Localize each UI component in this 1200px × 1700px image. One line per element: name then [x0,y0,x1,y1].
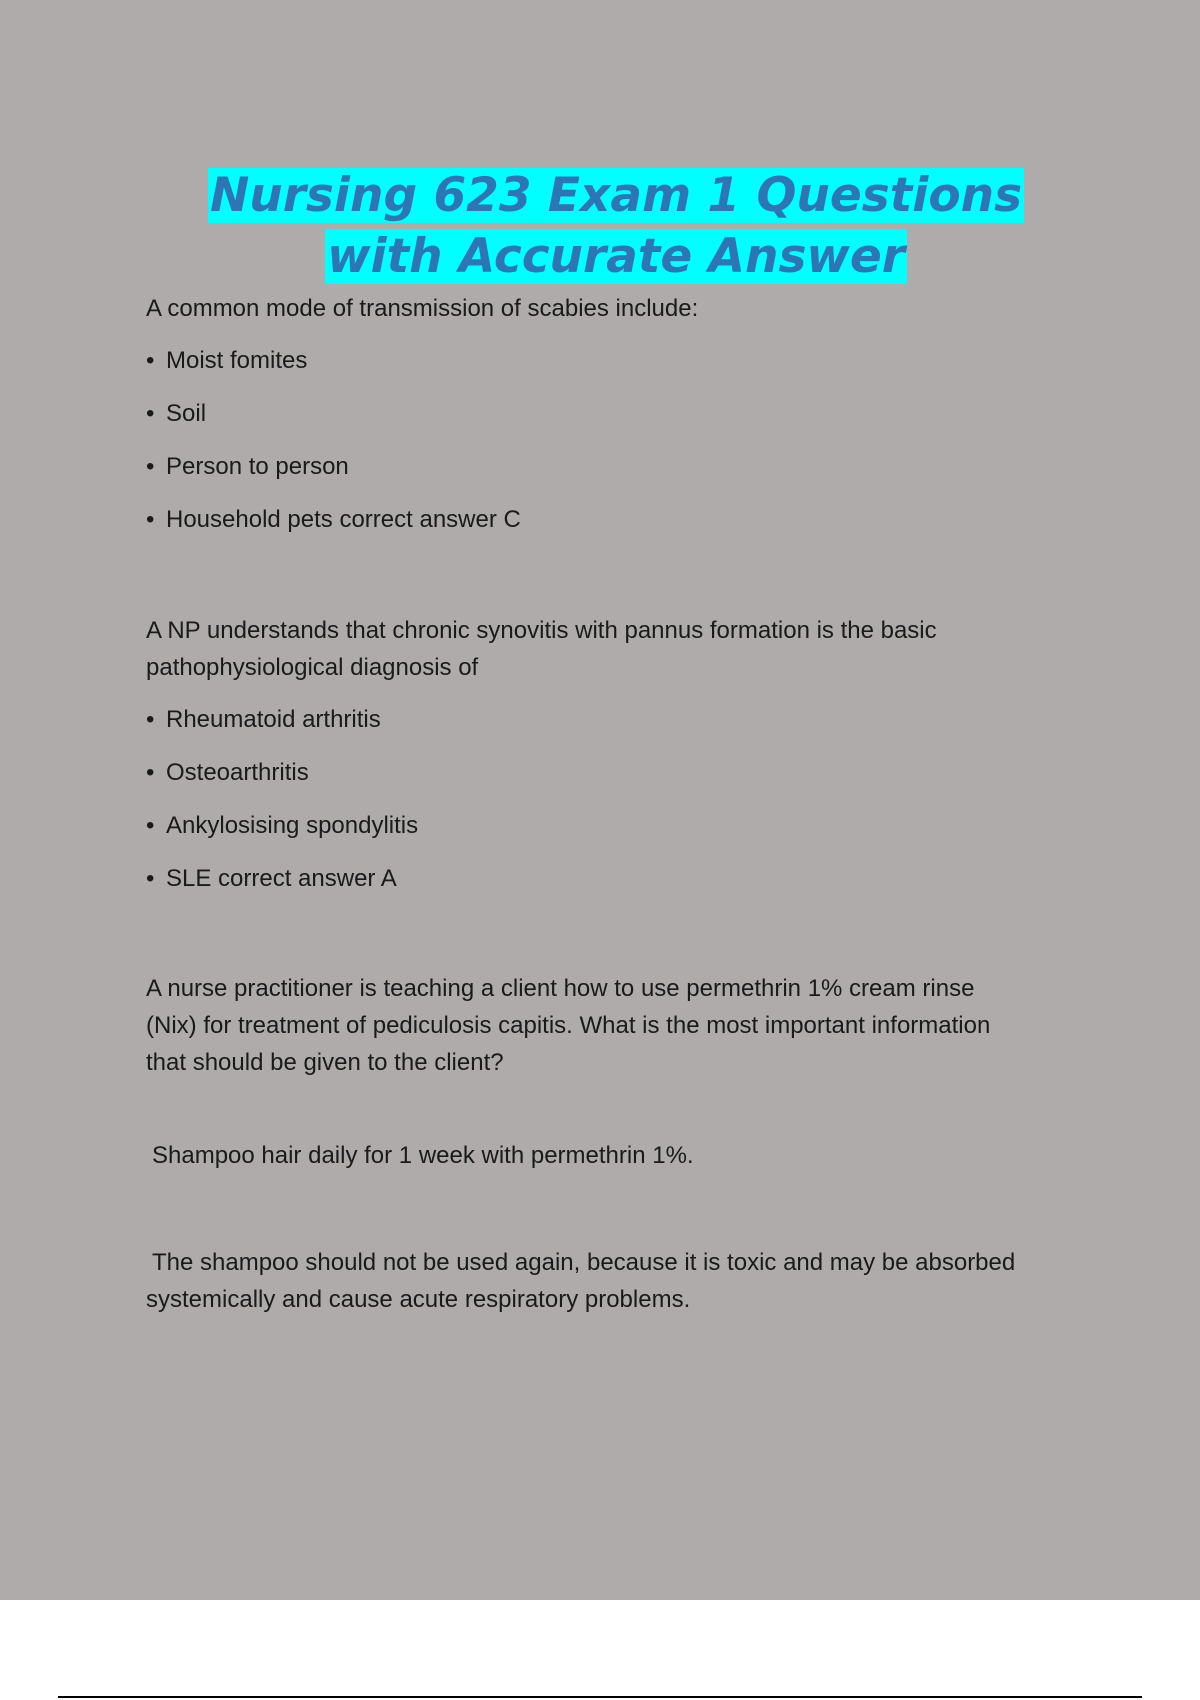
question-2-options [146,693,1091,905]
question-3 [146,970,1091,1318]
option-item [146,493,1091,546]
question-1-options [146,334,1091,546]
bullet-icon: • [146,453,155,480]
question-3-prompt-line-2: (Nix) for treatment of pediculosis capitis. What is the most important information [146,1012,991,1039]
answer-2-line-2: systemically and cause acute respiratory problems. [146,1286,691,1313]
question-2-prompt [146,612,1091,686]
option-item [146,746,1091,799]
question-2-prompt-line-1: A NP understands that chronic synovitis with pannus formation is the basic [146,617,937,644]
question-3-prompt-line-3: that should be given to the client? [146,1049,504,1076]
option-item [146,852,1091,905]
option-text: Household pets correct answer C [166,506,521,533]
title-line-2: with Accurate Answer [327,229,905,284]
question-1 [146,290,1091,546]
option-text: Person to person [166,453,349,480]
option-item [146,387,1091,440]
answer-2-line-1: The shampoo should not be used again, because it is toxic and may be absorbed [152,1249,1016,1276]
bullet-icon: • [146,706,155,733]
option-text: Soil [166,400,207,427]
title-line-1: Nursing 623 Exam 1 Questions [209,168,1023,223]
bullet-icon: • [146,400,155,427]
option-text: Moist fomites [166,347,308,374]
question-3-answer-option-2 [146,1244,1091,1318]
option-text: Rheumatoid arthritis [166,706,381,733]
question-3-prompt-line-1: A nurse practitioner is teaching a client how to use permethrin 1% cream rinse [146,975,975,1002]
question-2-prompt-line-2: pathophysiological diagnosis of [146,654,479,681]
bullet-icon: • [146,865,155,892]
question-3-prompt [146,970,1091,1081]
option-item [146,799,1091,852]
question-2 [146,612,1091,905]
bullet-icon: • [146,347,155,374]
option-item [146,693,1091,746]
bullet-icon: • [146,506,155,533]
bullet-icon: • [146,759,155,786]
question-3-answer-option-1: Shampoo hair daily for 1 week with permethrin 1%. [152,1142,694,1169]
option-text: SLE correct answer A [166,865,397,892]
option-item [146,440,1091,493]
option-text: Osteoarthritis [166,759,309,786]
option-text: Ankylosising spondylitis [166,812,419,839]
footer-divider [58,1696,1142,1698]
document-title [0,165,1200,287]
option-item [146,334,1091,387]
document-body [146,290,1091,1318]
bullet-icon: • [146,812,155,839]
question-1-prompt: A common mode of transmission of scabies include: [146,295,699,322]
